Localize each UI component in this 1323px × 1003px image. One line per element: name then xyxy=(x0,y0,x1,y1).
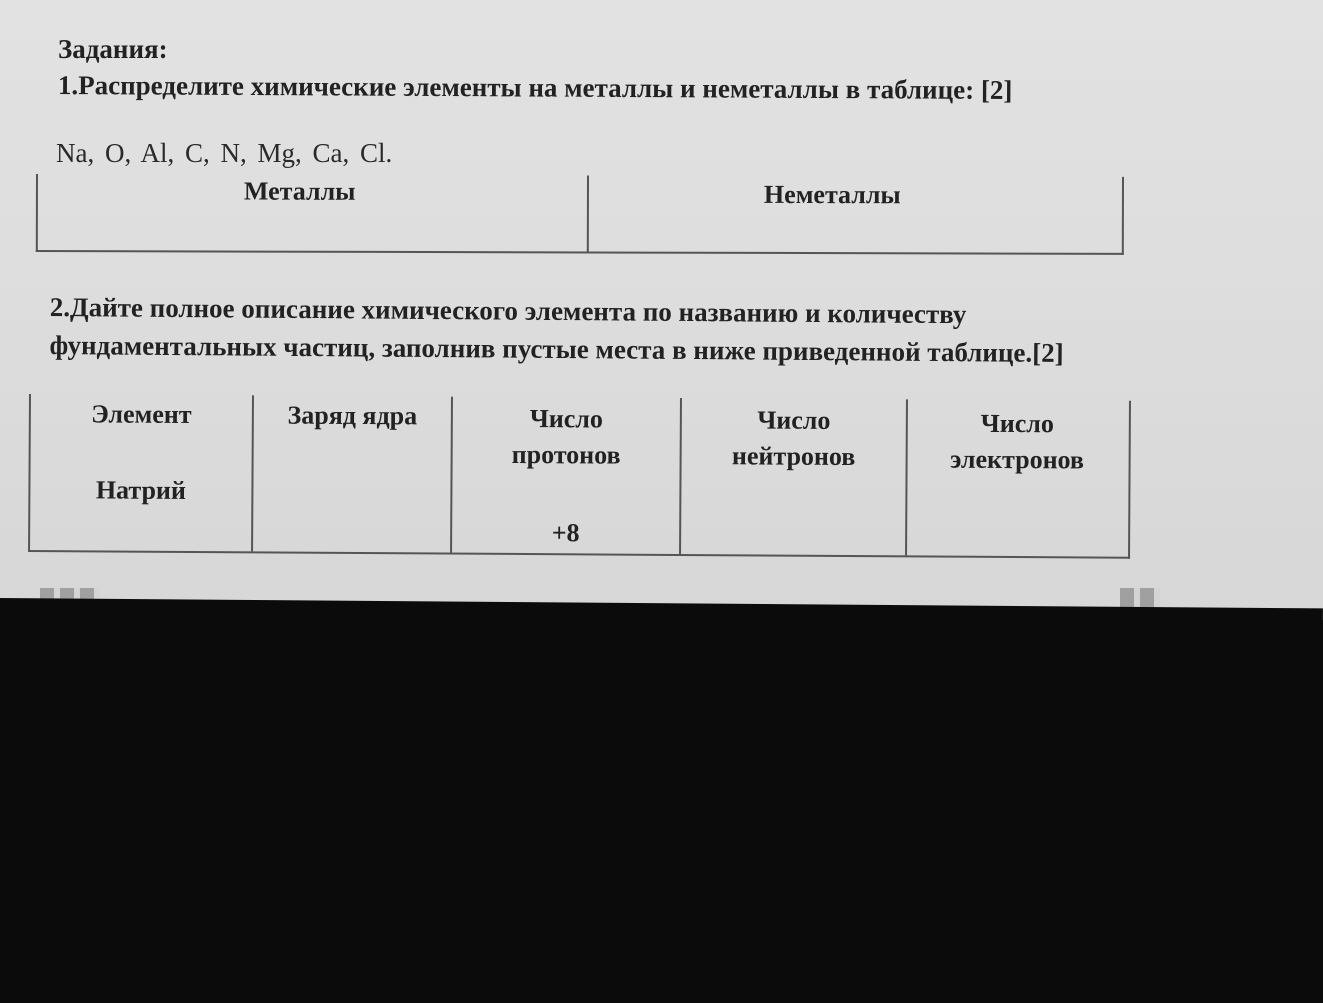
row-element-natrium: Натрий xyxy=(95,475,187,505)
cut-off-text-fragment xyxy=(1120,588,1160,608)
header-neutrons xyxy=(682,402,906,475)
header-neutrons-line2: нейтронов xyxy=(731,441,856,472)
element-list: Na, O, Al, C, N, Mg, Ca, Cl. xyxy=(56,138,393,168)
metals-table xyxy=(36,174,1124,255)
header-protons xyxy=(453,401,680,474)
task2-text xyxy=(49,288,1064,372)
metals-column-header: Металлы xyxy=(243,176,356,206)
header-neutrons-line1: Число xyxy=(757,405,831,435)
header-electrons-line2: электронов xyxy=(950,444,1085,475)
header-electrons-line1: Число xyxy=(980,408,1055,439)
table-divider xyxy=(587,175,589,251)
header-protons-line2: протонов xyxy=(511,439,621,470)
nonmetals-column-header: Неметаллы xyxy=(763,179,901,210)
header-charge: Заряд ядра xyxy=(287,400,418,431)
row-protons-value: +8 xyxy=(551,518,580,548)
header-element: Элемент xyxy=(91,399,192,429)
task1-text: 1.Распределите химические элементы на металлы и неметаллы в таблице: [2] xyxy=(57,70,1013,105)
task2-line1: 2.Дайте полное описание химического элемента по названию и количеству xyxy=(49,291,967,330)
tasks-heading: Задания: xyxy=(58,34,168,64)
task2-line2: фундаментальных частиц, заполнив пустые места в ниже приведенной таблице.[2] xyxy=(49,329,1064,368)
particles-table xyxy=(28,394,1131,559)
header-protons-line1: Число xyxy=(529,404,604,434)
header-electrons xyxy=(908,405,1127,478)
